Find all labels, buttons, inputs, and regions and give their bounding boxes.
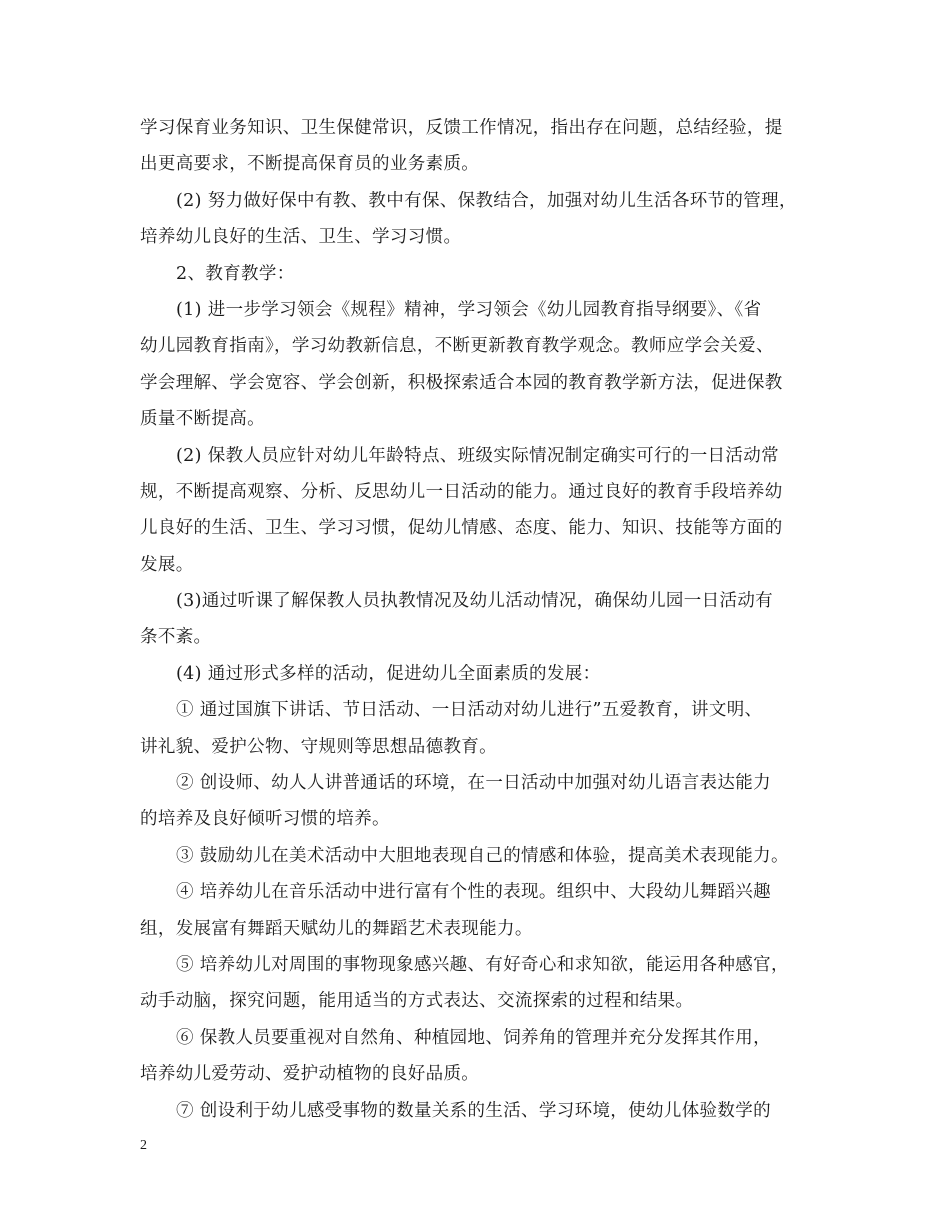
text-line: ② 创设师、幼人人讲普通话的环境，在一日活动中加强对幼儿语言表达能力 <box>176 773 771 794</box>
text-line: 条不紊。 <box>140 627 212 648</box>
text-line: 规，不断提高观察、分析、反思幼儿一日活动的能力。通过良好的教育手段培养幼 <box>140 481 783 502</box>
text-line: ⑦ 创设利于幼儿感受事物的数量关系的生活、学习环境，使幼儿体验数学的 <box>176 1100 771 1121</box>
text-line: 讲礼貌、爱护公物、守规则等思想品德教育。 <box>140 736 497 757</box>
text-line: ⑤ 培养幼儿对周围的事物现象感兴趣、有好奇心和求知欲，能运用各种感官， <box>176 954 789 975</box>
page-number: 2 <box>140 1138 147 1153</box>
text-line: 质量不断提高。 <box>140 409 265 430</box>
text-line: 出更高要求，不断提高保育员的业务素质。 <box>140 154 480 175</box>
text-line: 发展。 <box>140 554 194 575</box>
text-line: (4) 通过形式多样的活动，促进幼儿全面素质的发展： <box>176 663 601 684</box>
text-line: 动手动脑，探究问题，能用适当的方式表达、交流探索的过程和结果。 <box>140 991 694 1012</box>
text-line: 儿良好的生活、卫生、学习习惯，促幼儿情感、态度、能力、知识、技能等方面的 <box>140 518 783 539</box>
text-line: ① 通过国旗下讲话、节日活动、一日活动对幼儿进行”五爱教育，讲文明、 <box>176 700 763 721</box>
text-line: 2、教育教学： <box>176 263 295 284</box>
text-line: 学习保育业务知识、卫生保健常识，反馈工作情况，指出存在问题，总结经验，提 <box>140 118 783 138</box>
text-line: 的培养及良好倾听习惯的培养。 <box>140 809 390 830</box>
text-line: 幼儿园教育指南》，学习幼教新信息，不断更新教育教学观念。教师应学会关爱、 <box>140 336 774 357</box>
text-line: 培养幼儿爱劳动、爱护动植物的良好品质。 <box>140 1064 480 1085</box>
document-body <box>140 110 812 1129</box>
text-line: (2) 保教人员应针对幼儿年龄特点、班级实际情况制定确实可行的一日活动常 <box>176 445 779 466</box>
text-line: ③ 鼓励幼儿在美术活动中大胆地表现自己的情感和体验，提高美术表现能力。 <box>176 845 789 866</box>
text-line: ④ 培养幼儿在音乐活动中进行富有个性的表现。组织中、大段幼儿舞蹈兴趣 <box>176 882 771 903</box>
text-line: (2) 努力做好保中有教、教中有保、保教结合，加强对幼儿生活各环节的管理， <box>176 190 797 211</box>
text-line: (3)通过听课了解保教人员执教情况及幼儿活动情况，确保幼儿园一日活动有 <box>176 591 774 612</box>
text-line: ⑥ 保教人员要重视对自然角、种植园地、饲养角的管理并充分发挥其作用， <box>176 1027 771 1048</box>
text-line: (1) 进一步学习领会《规程》精神，学习领会《幼儿园教育指导纲要》、《省 <box>176 299 762 320</box>
text-line: 组，发展富有舞蹈天赋幼儿的舞蹈艺术表现能力。 <box>140 918 533 939</box>
text-line: 培养幼儿良好的生活、卫生、学习习惯。 <box>140 227 462 248</box>
text-line: 学会理解、学会宽容、学会创新，积极探索适合本园的教育教学新方法，促进保教 <box>140 372 783 393</box>
